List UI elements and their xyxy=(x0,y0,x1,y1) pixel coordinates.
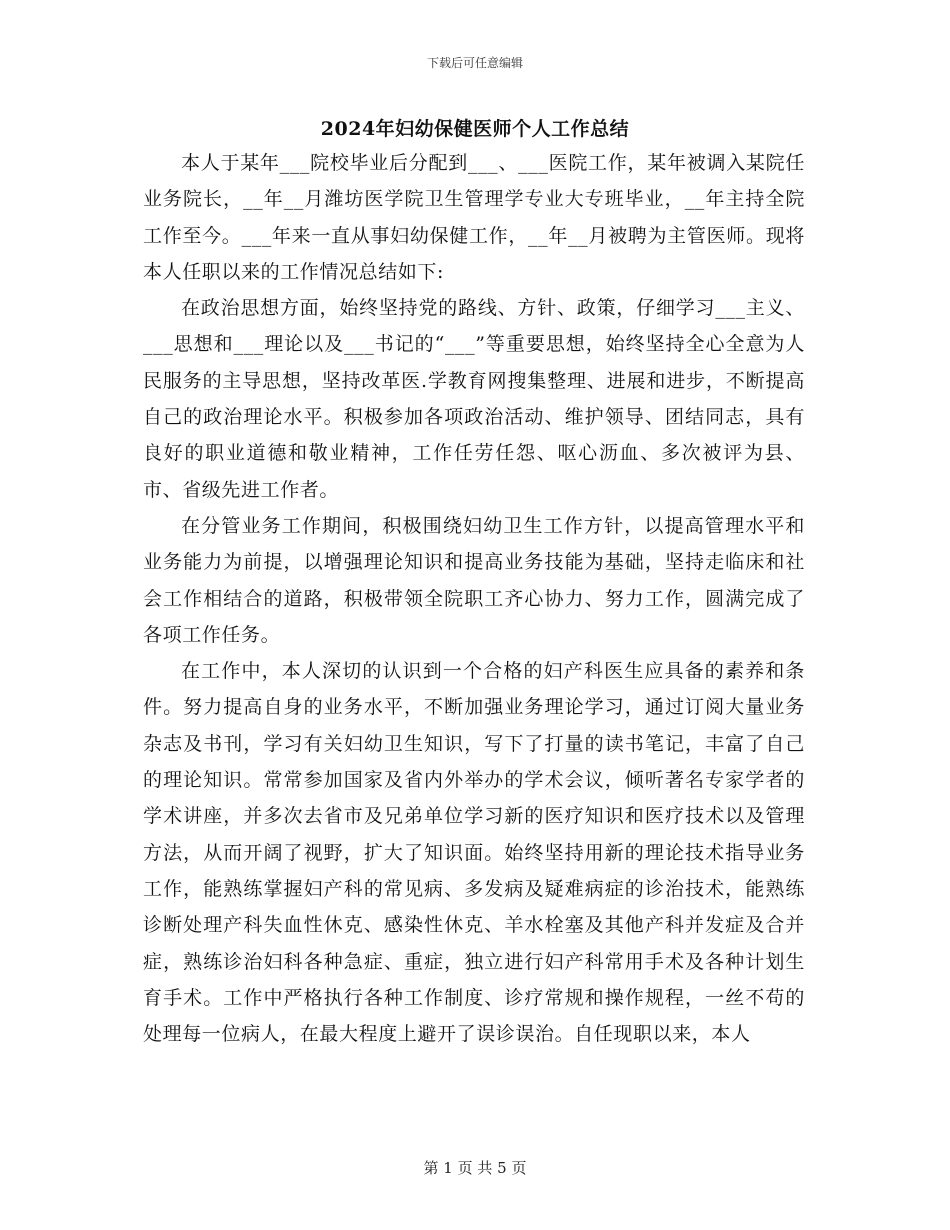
page-header-note: 下载后可任意编辑 xyxy=(426,56,523,70)
paragraph-professional-work: 在工作中，本人深切的认识到一个合格的妇产科医生应具备的素养和条件。努力提高自身的业务水平，不断加强业务理论学习，通过订阅大量业务杂志及书刊，学习有关妇幼卫生知识，写下了打量的读书笔记，丰富了自己的理论知识。常常参加国家及省内外举办的学术会议，倾听著名专家学者的学术讲座，并多次去省市及兄弟单位学习新的医疗知识和医疗技术以及管理方法，从而开阔了视野，扩大了知识面。始终坚持用新的理论技术指导业务工作，能熟练掌握妇产科的常见病、多发病及疑难病症的诊治技术，能熟练诊断处理产科失血性休克、感染性休克、羊水栓塞及其他产科并发症及合并症，熟练诊治妇科各种急症、重症，独立进行妇产科常用手术及各种计划生育手术。工作中严格执行各种工作制度、诊疗常规和操作规程，一丝不苟的处理每一位病人，在最大程度上避开了误诊误治。自任现职以来，本人 xyxy=(143,660,805,1046)
paragraph-business-management: 在分管业务工作期间，积极围绕妇幼卫生工作方针，以提高管理水平和业务能力为前提，以增强理论知识和提高业务技能为基础，坚持走临床和社会工作相结合的道路，积极带领全院职工齐心协力、努力工作，圆满完成了各项工作任务。 xyxy=(143,514,805,646)
paragraph-intro: 本人于某年___院校毕业后分配到___、___医院工作，某年被调入某院任业务院长，__年__月潍坊医学院卫生管理学专业大专班毕业，__年主持全院工作至今。___年来一直从事妇幼保健工作，__年__月被聘为主管医师。现将本人任职以来的工作情况总结如下: xyxy=(143,152,805,283)
document-body xyxy=(143,145,805,1052)
document-title: 2024年妇幼保健医师个人工作总结 xyxy=(320,118,630,140)
paragraph-political-thought: 在政治思想方面，始终坚持党的路线、方针、政策，仔细学习___主义、___思想和___理论以及___书记的“___”等重要思想，始终坚持全心全意为人民服务的主导思想，坚持改革医.学教育网搜集整理、进展和进步，不断提高自己的政治理论水平。积极参加各项政治活动、维护领导、团结同志，具有良好的职业道德和敬业精神，工作任劳任怨、呕心沥血、多次被评为县、市、省级先进工作者。 xyxy=(143,297,805,501)
page-number: 第 1 页 共 5 页 xyxy=(423,1159,527,1177)
